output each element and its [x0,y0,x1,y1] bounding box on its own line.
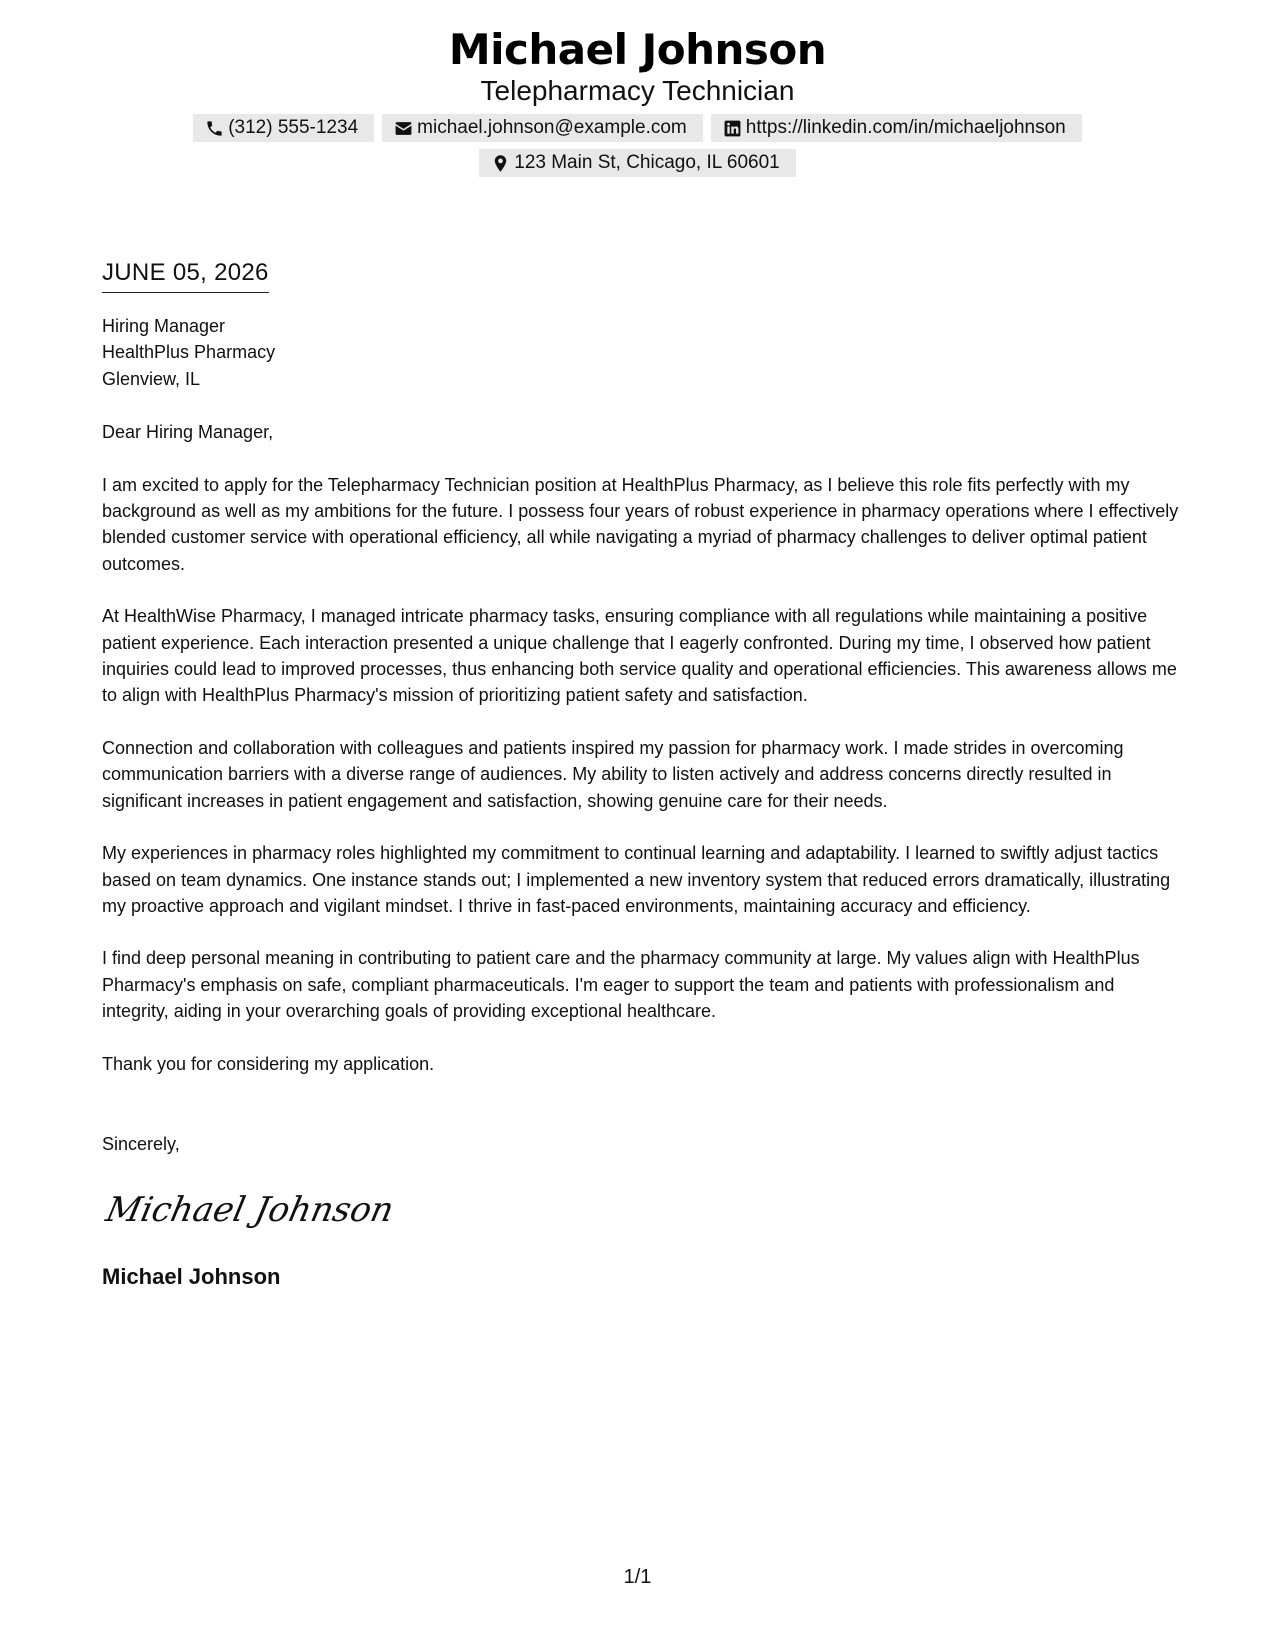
linkedin-chip[interactable] [711,114,1082,142]
linkedin-text: https://linkedin.com/in/michaeljohnson [745,117,1066,138]
body-paragraph: Connection and collaboration with colleagues and patients inspired my passion for pharmacy work. I made strides in overcoming communication barriers with a diverse range of audiences. My ability to listen actively and address concerns directly resulted in significant increases in patient engagement and satisfaction, showing genuine care for their needs. [102,737,1124,811]
map-pin-icon [491,154,510,173]
recipient-line: Hiring Manager [102,316,226,336]
body-paragraph: I am excited to apply for the Telepharmacy Technician position at HealthPlus Pharmacy, as I believe this role fits perfectly with my background as well as my ambitions for the future. I possess four years of robust experience in pharmacy operations where I effectively blended customer service with operational efficiency, all while navigating a myriad of pharmacy challenges to deliver optimal patient outcomes. [102,474,1179,574]
recipient-line: HealthPlus Pharmacy [102,342,276,363]
address-chip [479,149,795,177]
page-indicator: 1/1 [623,1566,652,1588]
body-paragraph: I find deep personal meaning in contributing to patient care and the pharmacy community at large. My values align with HealthPlus Pharmacy's emphasis on safe, compliant pharmaceuticals. I'm eager to support the team and patients with professionalism and integrity, aiding in your overarching goals of providing exceptional healthcare. [102,948,1140,1022]
closing-line: Sincerely, [102,1133,180,1154]
handwritten-signature [102,1185,398,1233]
contact-row-secondary [0,149,1275,177]
applicant-name: Michael Johnson [448,25,827,74]
envelope-icon [394,119,413,138]
body-paragraph: My experiences in pharmacy roles highlighted my commitment to continual learning and adaptability. I learned to swiftly adjust tactics based on team dynamics. One instance stands out; I implemented a new inventory system that reduced errors dramatically, illustrating my proactive approach and vigilant mindset. I thrive in fast-paced environments, maintaining accuracy and efficiency. [102,843,1171,916]
letter-body [102,256,1182,1291]
letter-date: JUNE 05, 2026 [102,256,269,293]
address-text: 123 Main St, Chicago, IL 60601 [514,152,780,173]
phone-icon [205,119,224,138]
letter-header [0,22,1275,177]
body-paragraph: At HealthWise Pharmacy, I managed intricate pharmacy tasks, ensuring compliance with all regulations while maintaining a positive patient experience. Each interaction presented a unique challenge that I eagerly confronted. During my time, I observed how patient inquiries could lead to improved processes, thus enhancing both service quality and operational efficiencies. This awareness allows me to align with HealthPlus Pharmacy's mission of prioritizing patient safety and satisfaction. [102,606,1177,706]
signer-name: Michael Johnson [102,1263,281,1289]
signature-script: Michael Johnson [102,1190,398,1231]
recipient-block [102,313,1182,392]
recipient-line: Glenview, IL [102,368,201,389]
salutation: Dear Hiring Manager, [102,422,274,443]
email-chip[interactable] [382,114,703,142]
linkedin-icon [723,119,742,138]
email-text: michael.johnson@example.com [417,117,687,138]
thanks-line: Thank you for considering my application. [102,1053,435,1074]
contact-row-primary [0,114,1275,142]
phone-text: (312) 555-1234 [228,117,359,138]
phone-chip[interactable] [193,114,374,142]
job-title: Telepharmacy Technician [480,75,795,106]
